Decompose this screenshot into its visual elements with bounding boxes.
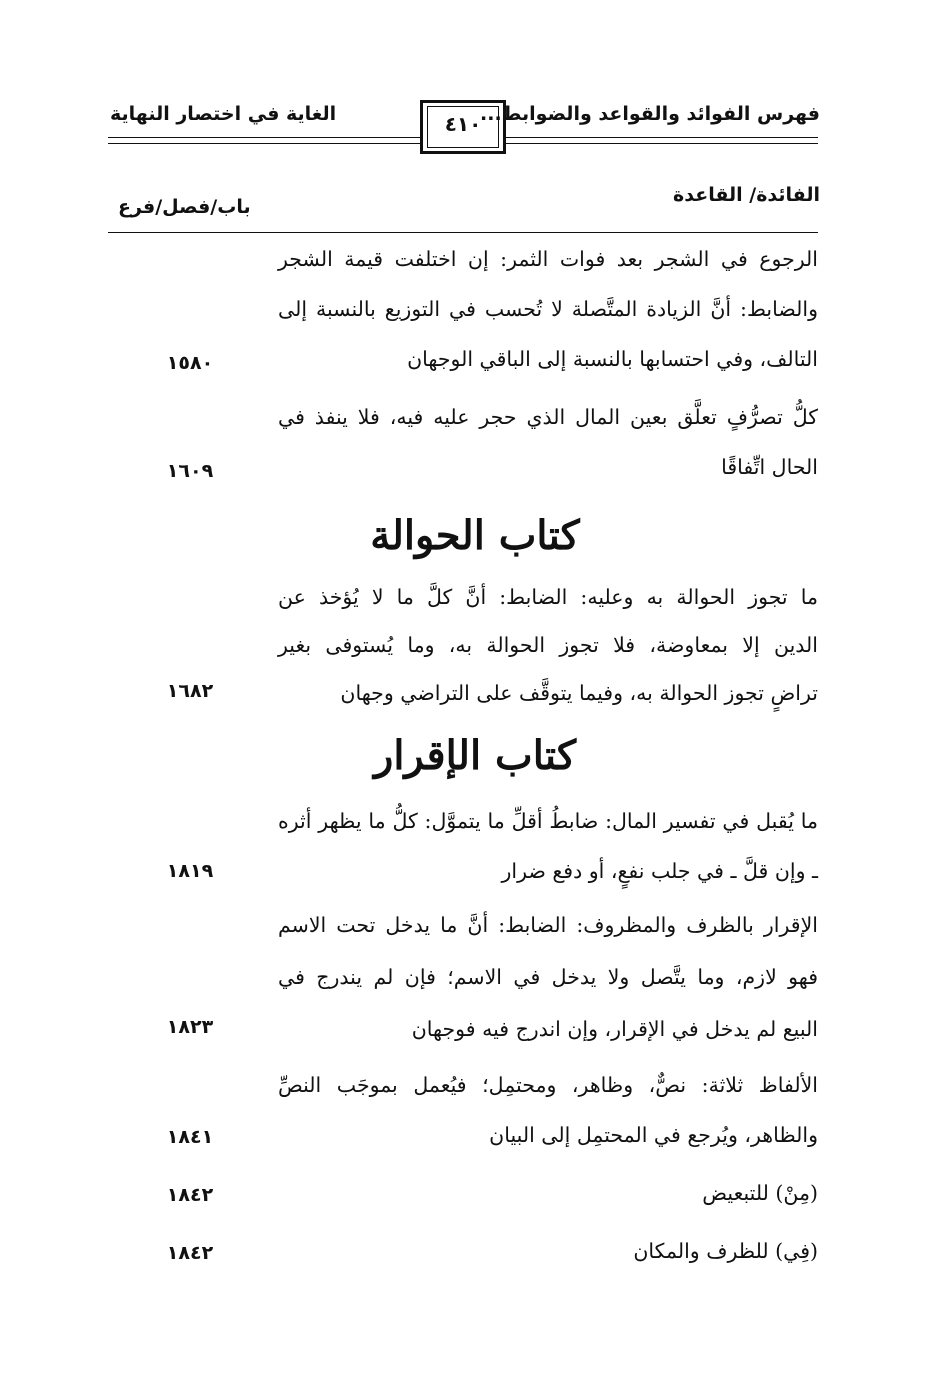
book-title-hawala-text: كتاب الحوالة [370,512,580,559]
page-number-box [420,100,506,154]
entry-reference: ١٦٨٢ [166,680,214,702]
entry-line: (مِنْ) للتبعيض [702,1181,818,1205]
entry-line: ما يُقبل في تفسير المال: ضابطُ أقلِّ ما يتموَّل: كلُّ ما يظهر أثره [278,809,818,833]
entry-line: والظاهر، ويُرجع في المحتمِل إلى البيان [489,1123,818,1147]
entry-line: الألفاظ ثلاثة: نصٌّ، وظاهر، ومحتمِل؛ فيُعمل بموجَب النصِّ [278,1073,818,1097]
column-header-chapter: باب/فصل/فرع [118,196,251,218]
book-title-hawala [340,508,610,564]
column-header-rule: الفائدة/ القاعدة [673,184,820,206]
entry-reference: ١٨٤١ [166,1126,214,1148]
column-header-rule-line [108,232,818,233]
entry-reference: ١٥٨٠ [166,352,214,374]
entry-reference: ١٨٤٢ [166,1242,214,1264]
running-header-right: فهرس الفوائد والقواعد والضوابط... [480,103,820,125]
entry-line: الإقرار بالظرف والمظروف: الضابط: أنَّ ما يدخل تحت الاسم [278,913,818,937]
entry-line: فهو لازم، وما يتَّصل ولا يدخل في الاسم؛ فإن لم يندرج في [278,965,818,989]
entry-line: ـ وإن قلَّ ـ في جلب نفعٍ، أو دفع ضرار [501,859,818,883]
header-rule-left-thin [108,143,420,144]
entry-line: كلُّ تصرُّفٍ تعلَّق بعين المال الذي حجر عليه فيه، فلا ينفذ في [278,405,818,429]
entry-reference: ١٦٠٩ [166,460,214,482]
running-header-left: الغاية في اختصار النهاية [110,103,337,125]
entry-line: الرجوع في الشجر بعد فوات الثمر: إن اختلفت قيمة الشجر [278,247,818,271]
entry-reference: ١٨١٩ [166,860,214,882]
entry-reference: ١٨٤٢ [166,1184,214,1206]
entry-line: الدين إلا بمعاوضة، فلا تجوز الحوالة به، وما يُستوفى بغير [278,633,818,657]
entry-line: التالف، وفي احتسابها بالنسبة إلى الباقي الوجهان [407,347,818,371]
book-title-iqrar [340,728,610,784]
entry-line: ما تجوز الحوالة به وعليه: الضابط: أنَّ كلَّ ما لا يُؤخذ عن [278,585,818,609]
entry-line: (فِي) للظرف والمكان [633,1239,818,1263]
book-title-iqrar-text: كتاب الإقرار [374,732,576,779]
entry-reference: ١٨٢٣ [166,1016,214,1038]
header-rule-left [108,137,420,138]
header-rule-right [506,137,818,138]
page-number: ٤١٠ [444,112,482,136]
header-rule-right-thin [506,143,818,144]
entry-line: والضابط: أنَّ الزيادة المتَّصلة لا تُحسب في التوزيع بالنسبة إلى [278,297,818,321]
entry-line: تراضٍ تجوز الحوالة به، وفيما يتوقَّف على التراضي وجهان [340,681,818,705]
entry-line: البيع لم يدخل في الإقرار، وإن اندرج فيه فوجهان [411,1017,818,1041]
entry-line: الحال اتِّفاقًا [721,455,818,479]
